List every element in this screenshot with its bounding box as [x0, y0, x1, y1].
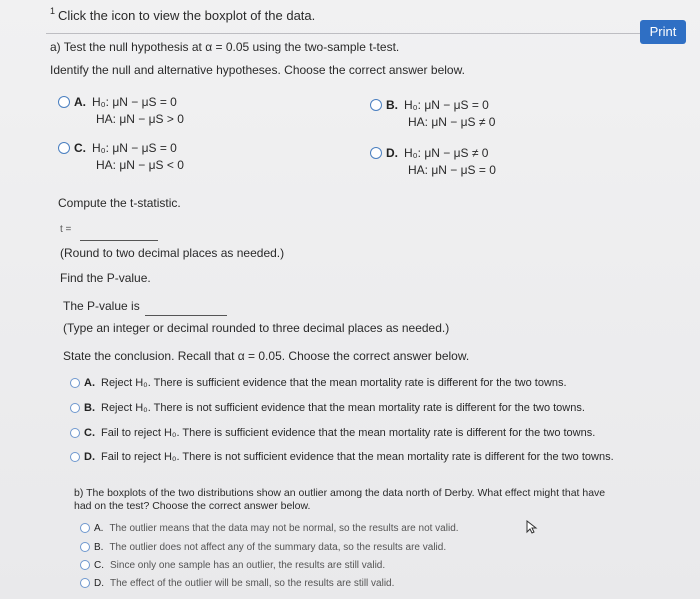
part-b-prompt: b) The boxplots of the two distributions show an outlier among the data north of Derby. What effect might that have	[74, 487, 606, 499]
conclusion-option-b[interactable]: B. Reject H₀. There is not sufficient evidence that the mean mortality rate is different for the two towns.	[70, 402, 585, 414]
p-value-label: The P-value is	[63, 299, 140, 313]
divider	[46, 33, 644, 34]
radio-c[interactable]	[58, 142, 70, 154]
h0-text: H₀: μN − μS = 0	[404, 98, 489, 112]
find-p-prompt: Find the P-value.	[60, 271, 151, 285]
radio-d[interactable]	[370, 147, 382, 159]
radio-conclusion-d[interactable]	[70, 452, 80, 462]
t-label: t =	[60, 224, 72, 235]
conclusion-option-d[interactable]: D. Fail to reject H₀. There is not sufficient evidence that the mean mortality rate is different for the two towns.	[70, 451, 614, 463]
radio-conclusion-a[interactable]	[70, 378, 80, 388]
radio-a[interactable]	[58, 96, 70, 108]
p-value-input[interactable]	[145, 315, 227, 316]
radio-b-b[interactable]	[80, 542, 90, 552]
hypothesis-option-c[interactable]: C. H₀: μN − μS = 0 HA: μN − μS < 0	[58, 140, 184, 174]
ha-text: HA: μN − μS = 0	[408, 163, 496, 177]
conclusion-prompt: State the conclusion. Recall that α = 0.05. Choose the correct answer below.	[63, 349, 470, 363]
mouse-pointer-icon	[526, 520, 538, 534]
hypothesis-option-d[interactable]: D. H₀: μN − μS ≠ 0 HA: μN − μS = 0	[370, 145, 496, 179]
h0-text: H₀: μN − μS ≠ 0	[404, 146, 489, 160]
part-b-instruction: had on the test? Choose the correct answer below.	[74, 500, 311, 512]
conclusion-option-a[interactable]: A. Reject H₀. There is sufficient evidence that the mean mortality rate is different for the two towns.	[70, 377, 567, 389]
part-b-option-c[interactable]: C. Since only one sample has an outlier, the results are still valid.	[80, 560, 385, 571]
part-b-option-a[interactable]: A. The outlier means that the data may not be normal, so the results are not valid.	[80, 523, 459, 534]
ha-text: HA: μN − μS ≠ 0	[408, 115, 496, 129]
part-b-option-d[interactable]: D. The effect of the outlier will be small, so the results are still valid.	[80, 578, 394, 589]
hypothesis-option-a[interactable]: A. H₀: μN − μS = 0 HA: μN − μS > 0	[58, 94, 184, 128]
radio-conclusion-b[interactable]	[70, 403, 80, 413]
hypothesis-option-b[interactable]: B. H₀: μN − μS = 0 HA: μN − μS ≠ 0	[370, 97, 495, 131]
h0-text: H₀: μN − μS = 0	[92, 141, 177, 155]
radio-b[interactable]	[370, 99, 382, 111]
h0-text: H₀: μN − μS = 0	[92, 95, 177, 109]
print-button[interactable]: Print	[640, 20, 686, 44]
radio-b-c[interactable]	[80, 560, 90, 570]
compute-t-prompt: Compute the t-statistic.	[58, 196, 181, 210]
part-b-option-b[interactable]: B. The outlier does not affect any of the summary data, so the results are valid.	[80, 542, 446, 553]
p-rounding-note: (Type an integer or decimal rounded to three decimal places as needed.)	[63, 321, 450, 335]
radio-b-a[interactable]	[80, 523, 90, 533]
t-rounding-note: (Round to two decimal places as needed.)	[60, 246, 285, 260]
boxplot-link-text[interactable]: Click the icon to view the boxplot of the data.	[58, 8, 316, 23]
question-number: 1	[50, 6, 56, 16]
conclusion-option-c[interactable]: C. Fail to reject H₀. There is sufficient evidence that the mean mortality rate is different for the two towns.	[70, 427, 595, 439]
ha-text: HA: μN − μS < 0	[96, 158, 184, 172]
radio-b-d[interactable]	[80, 578, 90, 588]
ha-text: HA: μN − μS > 0	[96, 112, 184, 126]
part-a-prompt: a) Test the null hypothesis at α = 0.05 using the two-sample t-test.	[50, 40, 400, 54]
t-answer-input[interactable]	[80, 240, 158, 241]
radio-conclusion-c[interactable]	[70, 428, 80, 438]
part-a-instruction: Identify the null and alternative hypotheses. Choose the correct answer below.	[50, 63, 465, 77]
